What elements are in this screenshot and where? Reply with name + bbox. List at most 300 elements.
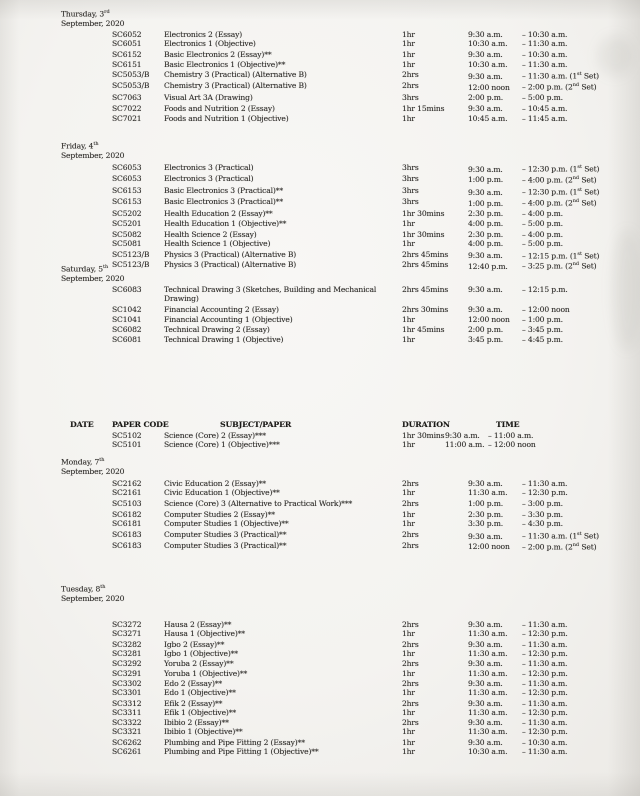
exam-row bbox=[0, 530, 640, 541]
exam-row bbox=[0, 727, 640, 736]
time-range bbox=[468, 688, 640, 697]
date-month-year: September, 2020 bbox=[61, 466, 125, 476]
section-rows bbox=[0, 479, 640, 552]
time-range bbox=[468, 519, 640, 528]
paper-code: SC6081 bbox=[112, 334, 142, 344]
exam-row bbox=[0, 629, 640, 638]
set-note: (1 bbox=[567, 251, 578, 261]
time-start: 4:00 p.m. bbox=[468, 218, 504, 228]
time-range bbox=[468, 699, 640, 708]
subject-name: Electronics 3 (Practical) bbox=[164, 163, 254, 173]
paper-code: SC5123/B bbox=[112, 249, 150, 259]
duration: 2hrs bbox=[402, 530, 419, 540]
time-start: 9:30 a.m. bbox=[468, 251, 503, 261]
time-end: – 5:00 p.m. bbox=[522, 93, 563, 103]
time-start: 9:30 a.m. bbox=[468, 305, 503, 315]
duration: 2hrs bbox=[402, 70, 419, 80]
exam-date-label bbox=[61, 456, 640, 476]
exam-row bbox=[0, 747, 640, 756]
duration: 1hr bbox=[402, 488, 415, 498]
set-note: (1 bbox=[567, 187, 578, 197]
time-start: 12:40 p.m. bbox=[468, 261, 508, 271]
exam-group bbox=[0, 530, 640, 552]
subject-name: Financial Accounting 2 (Essay) bbox=[164, 305, 279, 315]
time-range bbox=[468, 738, 640, 747]
paper-code: SC6183 bbox=[112, 540, 142, 550]
duration: 2hrs bbox=[402, 540, 419, 550]
time-range bbox=[468, 209, 640, 218]
column-header-date: DATE bbox=[70, 420, 94, 429]
time-range bbox=[468, 163, 640, 174]
exam-row bbox=[0, 239, 640, 248]
date-day: Friday, 4 bbox=[61, 141, 94, 151]
paper-code: SC7063 bbox=[112, 93, 142, 103]
paper-code: SC3302 bbox=[112, 678, 142, 688]
time-start: 11:30 a.m. bbox=[468, 488, 508, 498]
subject-name: Health Education 2 (Essay)** bbox=[164, 209, 273, 219]
time-end: – 10:45 a.m. bbox=[522, 104, 568, 114]
paper-code: SC2162 bbox=[112, 479, 142, 489]
exam-row bbox=[0, 440, 640, 449]
time-range bbox=[468, 239, 640, 248]
exam-row bbox=[0, 174, 640, 185]
duration: 3hrs bbox=[402, 186, 419, 196]
subject-name: Electronics 3 (Practical) bbox=[164, 173, 254, 183]
time-end: – 12:15 p.m. bbox=[522, 285, 568, 295]
subject-name: Civic Education 2 (Essay)** bbox=[164, 479, 266, 489]
paper-code: SC5053/B bbox=[112, 70, 150, 80]
time-start: 9:30 a.m. bbox=[468, 71, 503, 81]
time-end: – 4:30 p.m. bbox=[522, 519, 563, 529]
duration: 1hr bbox=[402, 39, 415, 49]
subject-name: Basic Electronics 3 (Practical)** bbox=[164, 186, 283, 196]
exam-row bbox=[0, 50, 640, 59]
time-range bbox=[468, 747, 640, 756]
duration: 1hr bbox=[402, 440, 415, 450]
paper-code: SC5102 bbox=[112, 431, 142, 440]
set-note: Set) bbox=[579, 261, 597, 271]
section-rows bbox=[0, 431, 640, 450]
duration: 2hrs bbox=[402, 678, 419, 688]
paper-code: SC3312 bbox=[112, 698, 142, 708]
date-ordinal: th bbox=[99, 457, 105, 463]
paper-code: SC3281 bbox=[112, 649, 142, 659]
time-start: 12:00 noon bbox=[468, 314, 510, 324]
subject-name: Foods and Nutrition 1 (Objective) bbox=[164, 113, 289, 123]
time-start: 2:30 p.m. bbox=[468, 209, 504, 219]
exam-group bbox=[0, 699, 640, 718]
time-start: 10:30 a.m. bbox=[468, 746, 508, 756]
exam-row bbox=[0, 325, 640, 334]
subject-name: Plumbing and Pipe Fitting 2 (Essay)** bbox=[164, 737, 305, 747]
set-note: (2 bbox=[562, 198, 573, 208]
time-start: 11:30 a.m. bbox=[468, 629, 508, 639]
time-range bbox=[468, 30, 640, 39]
time-start: 9:30 a.m. bbox=[468, 479, 503, 489]
exam-row bbox=[0, 186, 640, 197]
time-range bbox=[468, 50, 640, 59]
date-day-line bbox=[61, 8, 640, 19]
time-end: – 12:30 p.m. bbox=[522, 688, 568, 698]
section-rows bbox=[0, 620, 640, 756]
time-start: 9:30 a.m. bbox=[468, 285, 503, 295]
time-range bbox=[468, 530, 640, 541]
time-range bbox=[468, 60, 640, 69]
time-range bbox=[468, 629, 640, 638]
duration: 1hr 30mins bbox=[402, 431, 445, 440]
date-day: Saturday, 5 bbox=[61, 264, 103, 274]
time-start: 9:30 a.m. bbox=[468, 104, 503, 114]
exam-row bbox=[0, 640, 640, 649]
time-end: – 11:30 a.m. bbox=[522, 620, 568, 630]
paper-code: SC6182 bbox=[112, 510, 142, 520]
time-range bbox=[468, 718, 640, 727]
exam-date-label bbox=[61, 140, 640, 160]
time-end: – 10:30 a.m. bbox=[522, 737, 568, 747]
subject-name: Hausa 2 (Essay)** bbox=[164, 620, 232, 630]
section-rows bbox=[0, 163, 640, 271]
time-end: – 11:30 a.m. bbox=[522, 718, 568, 728]
time-start: 9:30 a.m. bbox=[468, 718, 503, 728]
set-note: Set) bbox=[579, 82, 597, 92]
exam-row bbox=[0, 250, 640, 261]
time-end: – 11:30 a.m. bbox=[522, 639, 568, 649]
duration: 2hrs bbox=[402, 479, 419, 489]
exam-row bbox=[0, 679, 640, 688]
time-end: – 11:30 a.m. bbox=[522, 659, 568, 669]
subject-name: Plumbing and Pipe Fitting 1 (Objective)** bbox=[164, 746, 319, 756]
duration: 1hr bbox=[402, 50, 415, 60]
exam-row bbox=[0, 431, 640, 440]
exam-group bbox=[0, 209, 640, 228]
exam-row bbox=[0, 114, 640, 123]
set-ordinal: nd bbox=[572, 174, 580, 181]
time-range bbox=[445, 440, 640, 449]
subject-name: Ibibio 2 (Essay)** bbox=[164, 718, 229, 728]
date-day-line bbox=[61, 140, 640, 151]
time-range bbox=[468, 186, 640, 197]
column-header-duration: DURATION bbox=[402, 420, 450, 429]
subject-name: Science (Core) 3 (Alternative to Practical Work)*** bbox=[164, 499, 353, 509]
subject-name: Financial Accounting 1 (Objective) bbox=[164, 314, 293, 324]
paper-code: SC2161 bbox=[112, 488, 142, 498]
subject-name: Edo 2 (Essay)** bbox=[164, 678, 223, 688]
subject-name: Chemistry 3 (Practical) (Alternative B) bbox=[164, 81, 307, 91]
paper-code: SC6051 bbox=[112, 39, 142, 49]
subject-name: Health Science 2 (Essay) bbox=[164, 229, 257, 239]
subject-name: Igbo 2 (Essay)** bbox=[164, 639, 225, 649]
date-day: Tuesday, 8 bbox=[61, 584, 101, 594]
exam-row bbox=[0, 30, 640, 39]
time-range bbox=[468, 335, 640, 344]
timetable-section bbox=[0, 8, 640, 123]
exam-group bbox=[0, 499, 640, 508]
time-end: – 11:45 a.m. bbox=[522, 113, 568, 123]
paper-code: SC7021 bbox=[112, 113, 142, 123]
paper-code: SC6053 bbox=[112, 163, 142, 173]
exam-group bbox=[0, 186, 640, 208]
paper-code: SC6152 bbox=[112, 50, 142, 60]
exam-group bbox=[0, 620, 640, 639]
time-start: 9:30 a.m. bbox=[468, 698, 503, 708]
exam-row bbox=[0, 488, 640, 497]
exam-row bbox=[0, 315, 640, 324]
paper-code: SC5201 bbox=[112, 218, 142, 228]
exam-row bbox=[0, 708, 640, 717]
date-day: Thursday, 3 bbox=[61, 9, 105, 19]
time-start: 9:30 a.m. bbox=[468, 50, 503, 60]
subject-name: Physics 3 (Practical) (Alternative B) bbox=[164, 260, 297, 270]
time-range bbox=[468, 250, 640, 261]
duration: 1hr 30mins bbox=[402, 209, 445, 219]
time-range bbox=[468, 70, 640, 81]
exam-row bbox=[0, 230, 640, 239]
subject-name: Hausa 1 (Objective)** bbox=[164, 629, 245, 639]
time-end: – 10:30 a.m. bbox=[522, 50, 568, 60]
time-end: – 11:30 a.m. bbox=[522, 698, 568, 708]
exam-group bbox=[0, 70, 640, 92]
duration: 1hr bbox=[402, 629, 415, 639]
exam-group bbox=[0, 718, 640, 737]
duration: 1hr 15mins bbox=[402, 104, 445, 114]
subject-name: Basic Electronics 3 (Practical)** bbox=[164, 197, 283, 207]
paper-code: SC5081 bbox=[112, 238, 142, 248]
subject-name: Foods and Nutrition 2 (Essay) bbox=[164, 104, 275, 114]
paper-code: SC6262 bbox=[112, 737, 142, 747]
exam-group bbox=[0, 738, 640, 757]
timetable-section bbox=[0, 456, 640, 552]
duration: 1hr bbox=[402, 668, 415, 678]
exam-group bbox=[0, 659, 640, 678]
date-ordinal: rd bbox=[104, 9, 110, 15]
subject-name: Yoruba 1 (Objective)** bbox=[164, 668, 248, 678]
paper-code: SC3321 bbox=[112, 727, 142, 737]
date-month-year: September, 2020 bbox=[61, 18, 125, 28]
date-day-line bbox=[61, 263, 640, 274]
time-end: – 2:00 p.m. bbox=[522, 542, 563, 552]
time-start: 4:00 p.m. bbox=[468, 238, 504, 248]
paper-code: SC3272 bbox=[112, 620, 142, 630]
time-range bbox=[468, 669, 640, 678]
date-ordinal: th bbox=[93, 141, 99, 147]
time-start: 11:30 a.m. bbox=[468, 727, 508, 737]
exam-group bbox=[0, 679, 640, 698]
column-header-time: TIME bbox=[496, 420, 520, 429]
duration: 1hr bbox=[402, 649, 415, 659]
set-note: (1 bbox=[567, 531, 578, 541]
exam-row bbox=[0, 60, 640, 69]
subject-name: Igbo 1 (Objective)** bbox=[164, 649, 238, 659]
set-note: (1 bbox=[567, 71, 578, 81]
time-start: 2:30 p.m. bbox=[468, 229, 504, 239]
duration: 2hrs 45mins bbox=[402, 285, 449, 295]
exam-row bbox=[0, 93, 640, 102]
duration: 1hr bbox=[402, 746, 415, 756]
column-header-subject: SUBJECT/PAPER bbox=[220, 420, 292, 429]
set-note: Set) bbox=[581, 71, 599, 81]
set-note: Set) bbox=[579, 542, 597, 552]
paper-code: SC6183 bbox=[112, 530, 142, 540]
subject-name: Basic Electronics 1 (Objective)** bbox=[164, 59, 286, 69]
time-end: – 12:30 p.m. bbox=[522, 727, 568, 737]
section-rows bbox=[0, 285, 640, 344]
time-end: – 11:30 a.m. bbox=[522, 479, 568, 489]
duration: 2hrs bbox=[402, 499, 419, 509]
subject-name: Physics 3 (Practical) (Alternative B) bbox=[164, 249, 297, 259]
exam-group bbox=[0, 163, 640, 185]
time-end: – 4:00 p.m. bbox=[522, 175, 563, 185]
subject-name: Ibibio 1 (Objective)** bbox=[164, 727, 243, 737]
set-note: Set) bbox=[581, 164, 600, 174]
set-ordinal: nd bbox=[572, 541, 580, 548]
paper-code: SC3322 bbox=[112, 718, 142, 728]
duration: 1hr bbox=[402, 314, 415, 324]
time-range bbox=[468, 39, 640, 48]
time-range bbox=[468, 219, 640, 228]
exam-group bbox=[0, 93, 640, 102]
time-end: – 3:25 p.m. bbox=[522, 261, 563, 271]
paper-code: SC5202 bbox=[112, 209, 142, 219]
time-range bbox=[468, 104, 640, 113]
subject-name: Efik 1 (Objective)** bbox=[164, 707, 237, 717]
date-ordinal: th bbox=[102, 264, 109, 270]
duration: 1hr bbox=[402, 519, 415, 529]
time-range bbox=[468, 679, 640, 688]
time-start: 1:00 p.m. bbox=[468, 499, 504, 509]
paper-code: SC6083 bbox=[112, 285, 142, 295]
exam-date-label bbox=[61, 8, 640, 28]
subject-name: Computer Studies 3 (Practical)** bbox=[164, 540, 287, 550]
exam-row bbox=[0, 718, 640, 727]
exam-row bbox=[0, 335, 640, 344]
time-range bbox=[468, 315, 640, 324]
exam-group bbox=[0, 30, 640, 49]
exam-group bbox=[0, 285, 640, 304]
subject-name: Health Science 1 (Objective) bbox=[164, 238, 271, 248]
time-start: 9:30 a.m. bbox=[468, 30, 503, 40]
time-start: 2:00 p.m. bbox=[468, 325, 504, 335]
time-start: 9:30 a.m. bbox=[468, 659, 503, 669]
subject-name: Computer Studies 2 (Essay)** bbox=[164, 510, 275, 520]
paper-code: SC6082 bbox=[112, 325, 142, 335]
time-end: – 12:00 noon bbox=[488, 440, 536, 450]
time-start: 12:00 noon bbox=[468, 82, 510, 92]
time-range bbox=[468, 93, 640, 102]
time-start: 3:45 p.m. bbox=[468, 334, 504, 344]
time-end: – 3:45 p.m. bbox=[522, 325, 563, 335]
subject-name: Technical Drawing 1 (Objective) bbox=[164, 334, 284, 344]
time-start: 11:00 a.m. bbox=[445, 440, 485, 450]
set-ordinal: nd bbox=[572, 261, 580, 268]
time-end: – 12:15 p.m. bbox=[522, 251, 568, 261]
time-range bbox=[468, 285, 640, 294]
paper-code: SC3301 bbox=[112, 688, 142, 698]
time-start: 11:30 a.m. bbox=[468, 668, 508, 678]
date-day-line bbox=[61, 456, 640, 467]
duration: 1hr 30mins bbox=[402, 229, 445, 239]
time-start: 10:30 a.m. bbox=[468, 39, 508, 49]
subject-name: Health Education 1 (Objective)** bbox=[164, 218, 287, 228]
exam-row bbox=[0, 39, 640, 48]
time-end: – 4:45 p.m. bbox=[522, 334, 563, 344]
time-start: 10:45 a.m. bbox=[468, 113, 508, 123]
time-end: – 12:30 p.m. bbox=[522, 488, 568, 498]
time-end: – 4:00 p.m. bbox=[522, 229, 563, 239]
time-range bbox=[468, 541, 640, 552]
time-start: 9:30 a.m. bbox=[468, 678, 503, 688]
paper-code: SC3292 bbox=[112, 659, 142, 669]
time-range bbox=[468, 479, 640, 488]
duration: 1hr bbox=[402, 688, 415, 698]
time-start: 3:30 p.m. bbox=[468, 519, 504, 529]
time-end: – 12:00 noon bbox=[522, 305, 570, 315]
exam-row bbox=[0, 197, 640, 208]
duration: 1hr bbox=[402, 510, 415, 520]
subject-name: Electronics 2 (Essay) bbox=[164, 30, 243, 40]
exam-date-label bbox=[61, 583, 640, 603]
subject-name: Visual Art 3A (Drawing) bbox=[164, 93, 253, 103]
exam-date-label bbox=[61, 263, 640, 283]
date-day-line bbox=[61, 583, 640, 594]
time-end: – 3:30 p.m. bbox=[522, 510, 563, 520]
column-headers bbox=[0, 420, 640, 430]
duration: 2hrs bbox=[402, 698, 419, 708]
time-end: – 11:00 a.m. bbox=[488, 431, 534, 440]
subject-name: Efik 2 (Essay)** bbox=[164, 698, 223, 708]
time-end: – 11:30 a.m. bbox=[522, 71, 568, 81]
duration: 1hr bbox=[402, 334, 415, 344]
time-end: – 5:00 p.m. bbox=[522, 238, 563, 248]
set-note: (1 bbox=[567, 164, 578, 174]
set-ordinal: nd bbox=[572, 82, 580, 89]
exam-row bbox=[0, 70, 640, 81]
exam-group bbox=[0, 305, 640, 324]
time-range bbox=[468, 197, 640, 208]
exam-group bbox=[0, 50, 640, 69]
time-end: – 2:00 p.m. bbox=[522, 82, 563, 92]
subject-name: Yoruba 2 (Essay)** bbox=[164, 659, 234, 669]
exam-row bbox=[0, 163, 640, 174]
time-start: 9:30 a.m. bbox=[468, 639, 503, 649]
time-start: 9:30 a.m. bbox=[445, 431, 480, 440]
time-end: – 3:00 p.m. bbox=[522, 499, 563, 509]
exam-row bbox=[0, 219, 640, 228]
time-range bbox=[468, 325, 640, 334]
set-note: Set) bbox=[581, 251, 600, 261]
subject-name: Civic Education 1 (Objective)** bbox=[164, 488, 280, 498]
subject-name: Science (Core) 2 (Essay)*** bbox=[164, 431, 266, 440]
exam-row bbox=[0, 699, 640, 708]
paper-code: SC5123/B bbox=[112, 260, 150, 270]
exam-row bbox=[0, 738, 640, 747]
subject-name: Basic Electronics 2 (Essay)** bbox=[164, 50, 272, 60]
duration: 3hrs bbox=[402, 173, 419, 183]
time-end: – 1:00 p.m. bbox=[522, 314, 563, 324]
time-start: 9:30 a.m. bbox=[468, 737, 503, 747]
set-note: (2 bbox=[562, 261, 573, 271]
subject-name: Edo 1 (Objective)** bbox=[164, 688, 236, 698]
subject-name: Technical Drawing 2 (Essay) bbox=[164, 325, 270, 335]
time-end: – 12:30 p.m. bbox=[522, 707, 568, 717]
paper-code: SC6151 bbox=[112, 59, 142, 69]
time-end: – 4:00 p.m. bbox=[522, 198, 563, 208]
paper-code: SC1042 bbox=[112, 305, 142, 315]
exam-row bbox=[0, 620, 640, 629]
subject-name: Computer Studies 3 (Practical)** bbox=[164, 530, 287, 540]
exam-row bbox=[0, 649, 640, 658]
time-start: 11:30 a.m. bbox=[468, 688, 508, 698]
exam-row bbox=[0, 541, 640, 552]
